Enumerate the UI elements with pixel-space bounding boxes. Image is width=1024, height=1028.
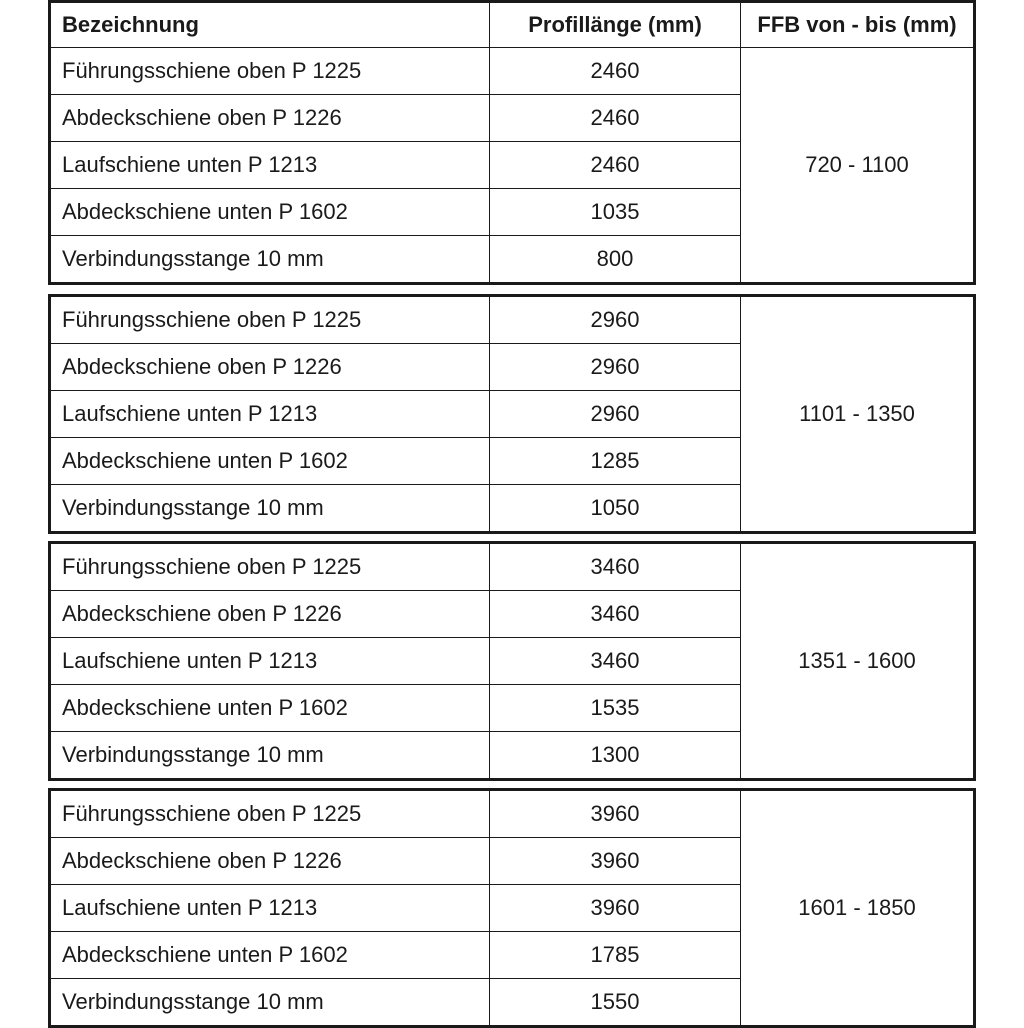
header-ffb: FFB von - bis (mm)	[741, 2, 975, 48]
table-row	[50, 543, 975, 591]
row-length: 2960	[490, 391, 741, 438]
row-length: 1785	[490, 932, 741, 979]
row-name: Laufschiene unten P 1213	[50, 885, 490, 932]
row-length: 3460	[490, 543, 741, 591]
row-length: 2960	[490, 296, 741, 344]
row-name: Abdeckschiene oben P 1226	[50, 838, 490, 885]
table-row	[50, 48, 975, 95]
row-name: Laufschiene unten P 1213	[50, 391, 490, 438]
row-name: Verbindungsstange 10 mm	[50, 485, 490, 533]
row-length: 2460	[490, 142, 741, 189]
row-name: Verbindungsstange 10 mm	[50, 979, 490, 1027]
row-length: 3960	[490, 790, 741, 838]
profile-table-group-1	[48, 0, 976, 285]
row-length: 2460	[490, 48, 741, 95]
profile-table-group-3	[48, 541, 976, 781]
header-length: Profillänge (mm)	[490, 2, 741, 48]
row-name: Führungsschiene oben P 1225	[50, 543, 490, 591]
row-name: Abdeckschiene unten P 1602	[50, 932, 490, 979]
row-name: Laufschiene unten P 1213	[50, 142, 490, 189]
row-length: 3460	[490, 638, 741, 685]
row-length: 1300	[490, 732, 741, 780]
row-name: Abdeckschiene unten P 1602	[50, 189, 490, 236]
row-length: 3960	[490, 885, 741, 932]
header-name: Bezeichnung	[50, 2, 490, 48]
row-name: Führungsschiene oben P 1225	[50, 790, 490, 838]
row-length: 1550	[490, 979, 741, 1027]
row-name: Laufschiene unten P 1213	[50, 638, 490, 685]
row-length: 1050	[490, 485, 741, 533]
row-name: Führungsschiene oben P 1225	[50, 48, 490, 95]
row-name: Abdeckschiene oben P 1226	[50, 591, 490, 638]
table-row	[50, 790, 975, 838]
row-name: Abdeckschiene unten P 1602	[50, 438, 490, 485]
table-header-row	[50, 2, 975, 48]
ffb-range: 1601 - 1850	[741, 790, 975, 1027]
profile-table-group-2	[48, 294, 976, 534]
row-length: 1535	[490, 685, 741, 732]
row-length: 3460	[490, 591, 741, 638]
ffb-range: 1101 - 1350	[741, 296, 975, 533]
table-row	[50, 296, 975, 344]
row-name: Verbindungsstange 10 mm	[50, 732, 490, 780]
profile-table-group-4	[48, 788, 976, 1028]
row-length: 2460	[490, 95, 741, 142]
ffb-range: 1351 - 1600	[741, 543, 975, 780]
row-length: 2960	[490, 344, 741, 391]
row-name: Abdeckschiene oben P 1226	[50, 344, 490, 391]
row-name: Führungsschiene oben P 1225	[50, 296, 490, 344]
row-length: 1035	[490, 189, 741, 236]
row-name: Abdeckschiene oben P 1226	[50, 95, 490, 142]
row-length: 1285	[490, 438, 741, 485]
row-length: 800	[490, 236, 741, 284]
row-name: Verbindungsstange 10 mm	[50, 236, 490, 284]
row-name: Abdeckschiene unten P 1602	[50, 685, 490, 732]
row-length: 3960	[490, 838, 741, 885]
ffb-range: 720 - 1100	[741, 48, 975, 284]
